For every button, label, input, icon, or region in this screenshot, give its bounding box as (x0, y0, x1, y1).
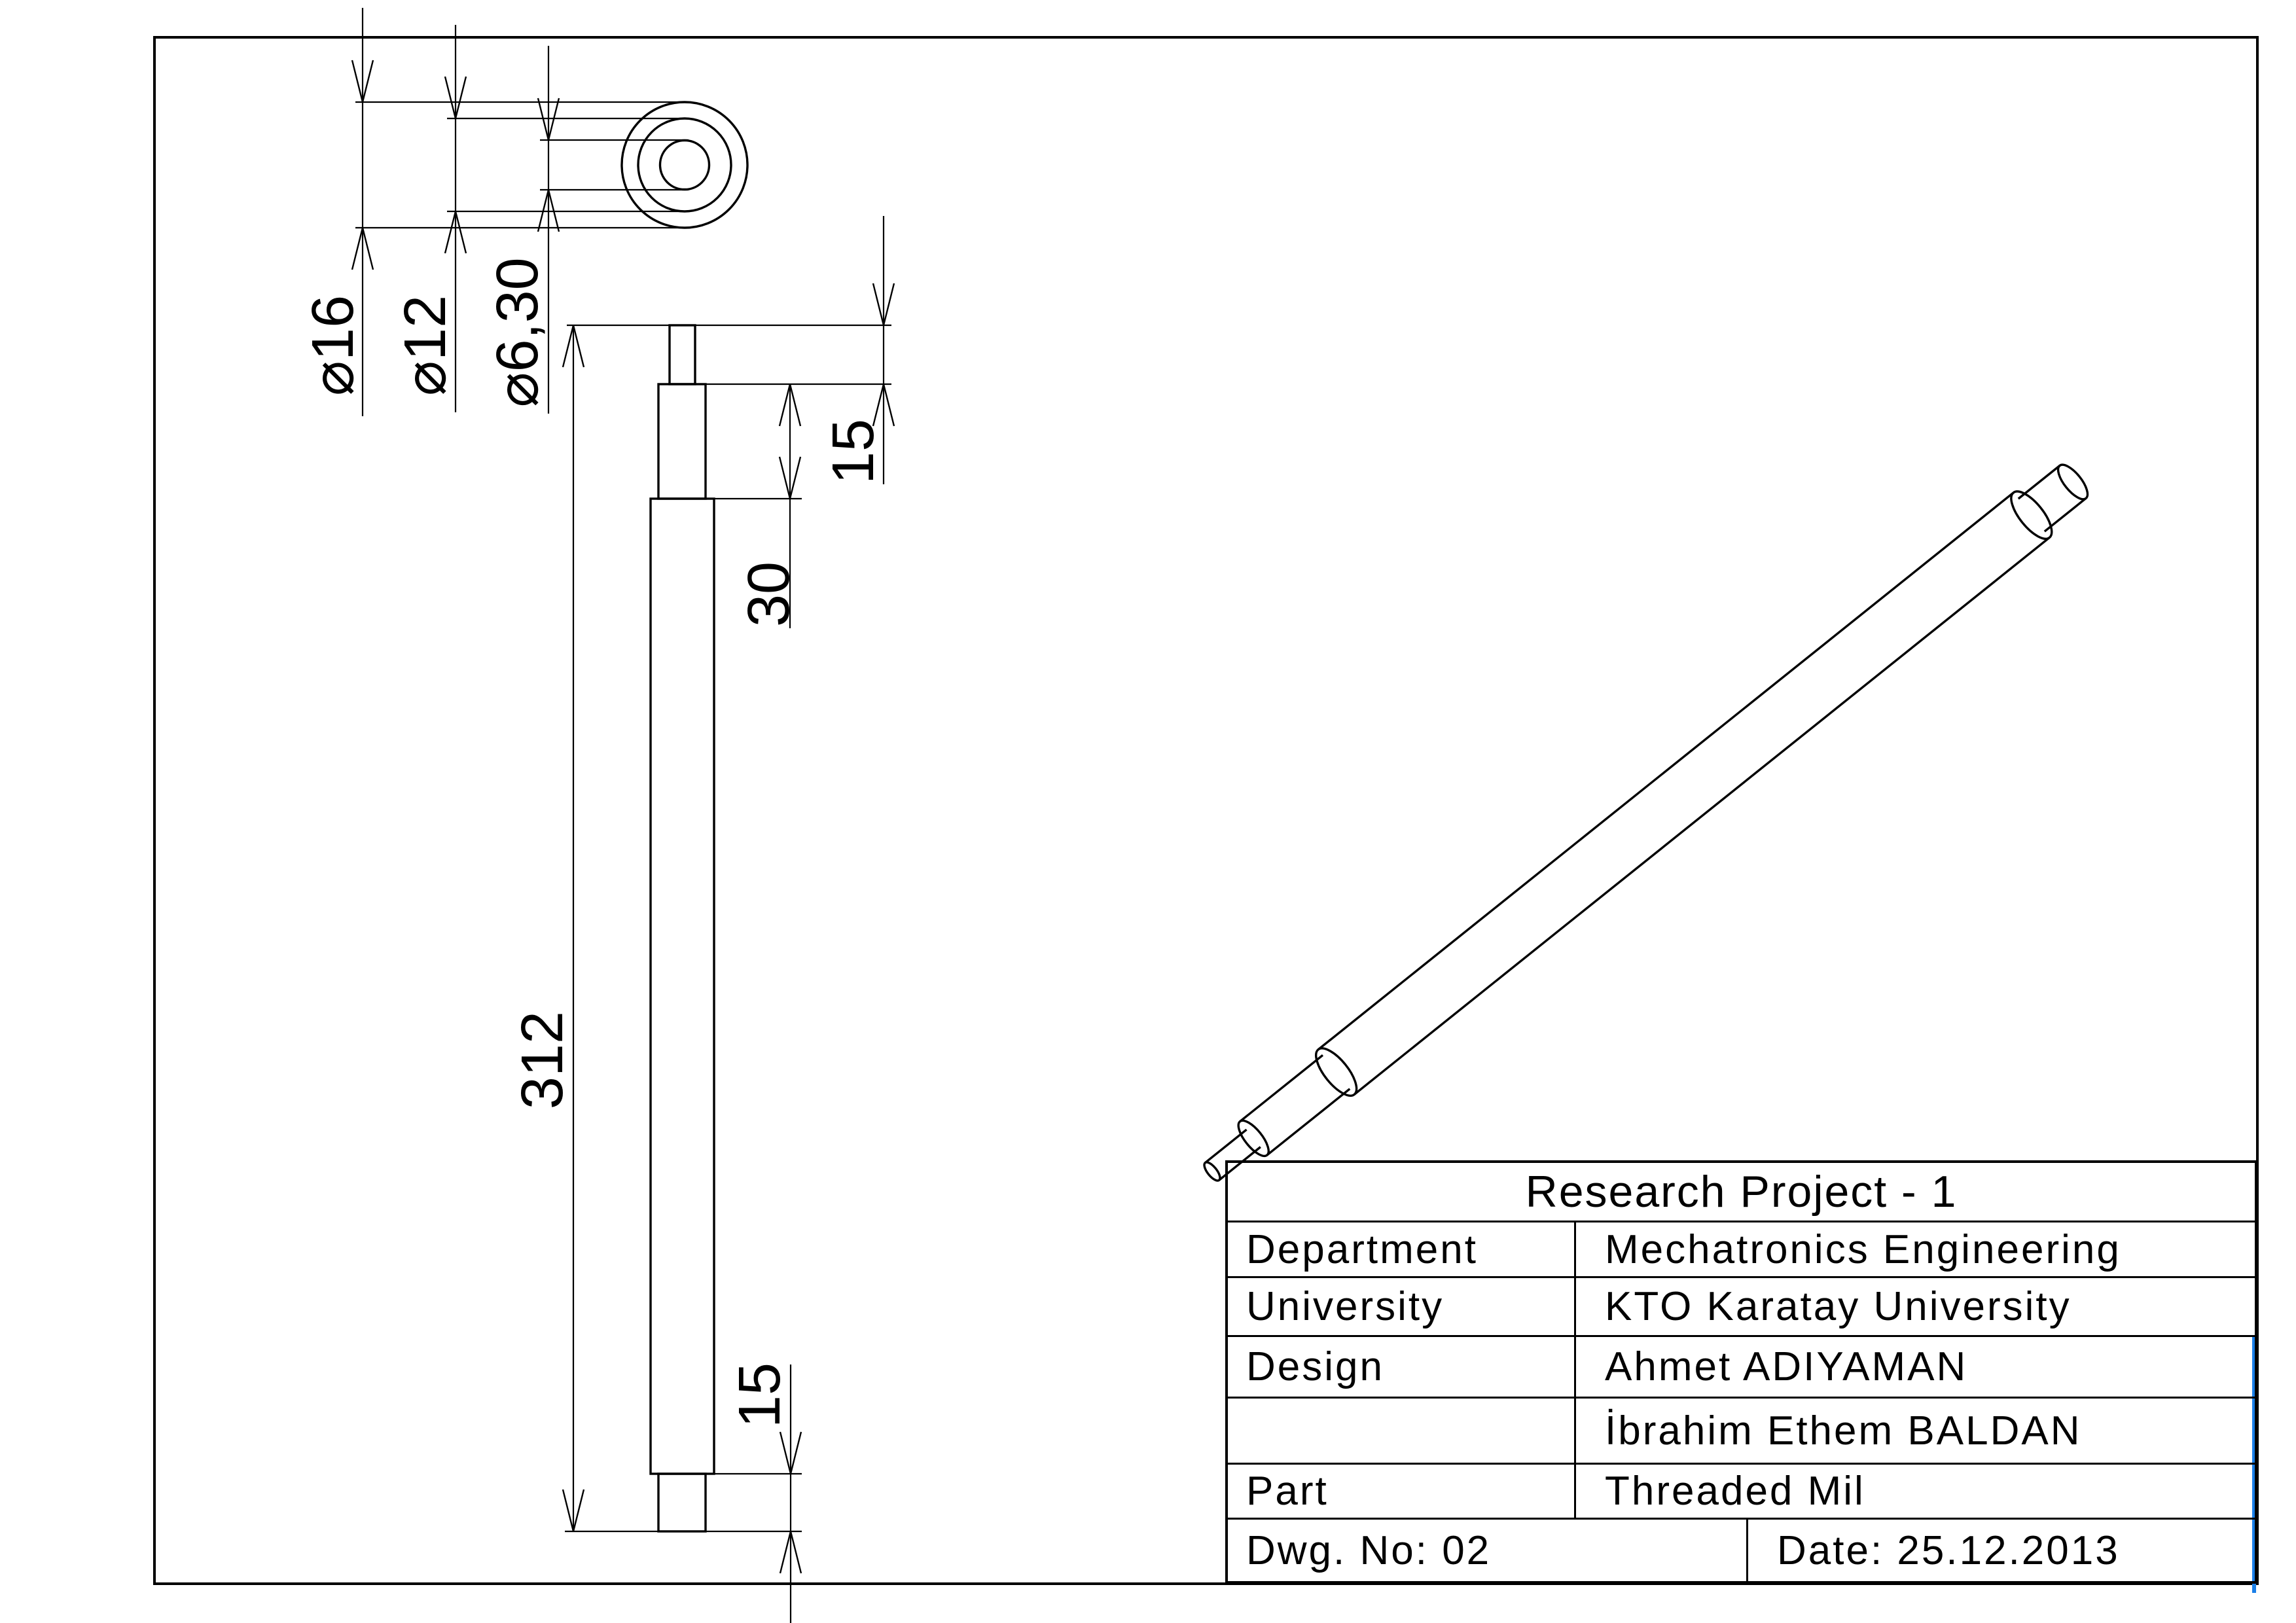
dimension-label-30: 30 (736, 561, 802, 628)
front-view-extension-lines (565, 325, 891, 1531)
circle-outer-d16 (622, 102, 747, 228)
dimension-label-312: 312 (509, 1010, 575, 1110)
iso-end-tip-cap (2053, 460, 2092, 503)
dimension-label-d16: ⌀16 (300, 294, 366, 397)
title-block-row-dwg (1228, 1520, 2255, 1581)
design2-value: İbrahim Ethem BALDAN (1605, 1408, 2082, 1454)
shaft-outline (651, 325, 714, 1531)
part-value: Threaded Mil (1605, 1469, 1865, 1514)
drawing-date: Date: 25.12.2013 (1777, 1527, 2120, 1573)
department-label: Department (1228, 1222, 1576, 1276)
part-label: Part (1228, 1465, 1576, 1518)
shaft-mid-section (658, 384, 706, 499)
title-block-row-design (1228, 1337, 2255, 1399)
iso-body-end-face (2004, 486, 2058, 545)
design-label: Design (1228, 1337, 1576, 1397)
title-block-row-design2 (1228, 1399, 2255, 1465)
title-block (1225, 1160, 2257, 1584)
circle-inner-d6 (660, 141, 709, 190)
design2-label (1228, 1399, 1576, 1463)
title-block-row-university (1228, 1278, 2255, 1337)
shaft-body (651, 499, 714, 1474)
title-block-row-department (1228, 1222, 2255, 1278)
university-label: University (1228, 1278, 1576, 1335)
department-value: Mechatronics Engineering (1605, 1226, 2121, 1272)
dimension-label-top15: 15 (820, 418, 886, 485)
dimension-label-d12: ⌀12 (392, 294, 458, 397)
dimension-label-bottom15: 15 (726, 1362, 793, 1429)
dimension-label-d630: ⌀6,30 (484, 257, 550, 408)
university-value: KTO Karatay University (1605, 1284, 2072, 1329)
title-block-row-part (1228, 1465, 2255, 1520)
shaft-top-tip (670, 325, 695, 384)
shaft-bottom-tip (658, 1474, 706, 1531)
isometric-view (1191, 454, 2098, 1197)
design-value: Ahmet ADIYAMAN (1605, 1344, 1968, 1389)
title-block-title-row (1228, 1163, 2255, 1222)
circle-mid-d12 (638, 118, 731, 211)
drawing-number: Dwg. No: 02 (1228, 1520, 1748, 1581)
project-title: Research Project - 1 (1525, 1167, 1958, 1217)
